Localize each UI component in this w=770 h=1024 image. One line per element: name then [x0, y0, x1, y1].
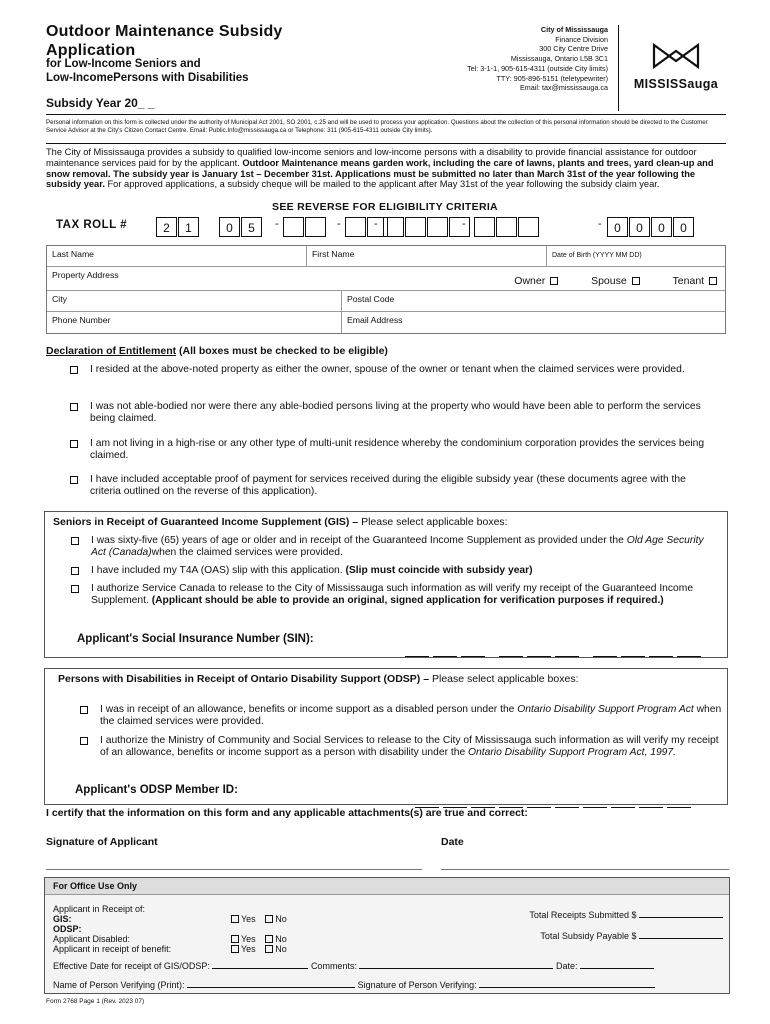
signature-label: Signature of Applicant [46, 836, 158, 848]
phone-field[interactable]: Phone Number [47, 312, 342, 333]
owner-option[interactable] [500, 275, 560, 287]
office-date-input[interactable] [580, 961, 654, 969]
gis-text-1-italic: Old Age Security Act (Canada) [91, 535, 704, 558]
tax-roll-digit-box[interactable]: 0 [607, 217, 628, 237]
address-org: City of Mississauga [540, 25, 608, 34]
gis-yes-label: Yes [241, 914, 256, 924]
gis-yes-checkbox[interactable] [231, 915, 239, 923]
verifier-name-input[interactable] [187, 980, 355, 988]
tax-roll-digit-box[interactable] [283, 217, 304, 237]
gis-heading [53, 516, 508, 528]
certification-statement: I certify that the information on this form and any applicable attachments(s) are true and correct: [46, 807, 528, 819]
spouse-checkbox[interactable] [632, 277, 640, 285]
disabled-yes-checkbox[interactable] [231, 935, 239, 943]
applicant-receipt-label: Applicant in Receipt of: [53, 904, 146, 914]
odsp-text-1b: when the claimed services were provided. [100, 704, 722, 727]
odsp-text-2a: I authorize the Ministry of Community and Social Services to release to the City of Mississauga such information as will verify my receipt of an allowance, benefits or income support as a person with disability under the [100, 735, 719, 758]
office-use-section [44, 877, 730, 994]
gis-no-checkbox[interactable] [265, 915, 273, 923]
address-email: Email: tax@mississauga.ca [520, 83, 608, 93]
applicant-disabled-label: Applicant Disabled: [53, 934, 131, 944]
verifier-name-label: Name of Person Verifying (Print): [53, 980, 185, 990]
total-receipts-input[interactable] [639, 910, 723, 918]
logo-divider [618, 25, 619, 111]
declaration-text-1: I resided at the above-noted property as either the owner, spouse of the owner or tenant when the claimed services were provided. [90, 364, 685, 375]
address-tel: Tel: 3-1-1, 905-615-4311 (outside City limits) [467, 63, 608, 73]
total-receipts-label: Total Receipts Submitted $ [529, 910, 637, 920]
declaration-checkbox-4[interactable] [70, 476, 78, 484]
tax-roll-digit-box[interactable]: 0 [219, 217, 240, 237]
gis-text-2b: (Slip must coincide with subsidy year) [345, 565, 533, 576]
benefit-yes-no [229, 944, 287, 954]
occupancy-options [486, 275, 719, 287]
declaration-item-2 [68, 401, 718, 425]
benefit-no-checkbox[interactable] [265, 945, 273, 953]
owner-checkbox[interactable] [550, 277, 558, 285]
subtitle-line-1: for Low-Income Seniors and [46, 58, 201, 70]
odsp-item-2 [78, 735, 723, 759]
declaration-title-rest: (All boxes must be checked to be eligible) [176, 345, 388, 357]
odsp-section [44, 668, 728, 805]
privacy-rule [46, 143, 726, 144]
property-address-label: Property Address [52, 270, 119, 280]
gis-section [44, 511, 728, 658]
mississauga-logo-icon [652, 43, 700, 69]
title-line-1: Outdoor Maintenance Subsidy [46, 23, 283, 40]
tax-roll-separator: - [598, 218, 602, 230]
disabled-yes-label: Yes [241, 934, 256, 944]
comments-label: Comments: [310, 961, 357, 971]
office-odsp-label: ODSP: [53, 924, 82, 934]
odsp-text-2-italic: Ontario Disability Support Program Act, 1997. [468, 747, 676, 758]
postal-code-field[interactable]: Postal Code [347, 294, 395, 304]
form-subtitle [46, 57, 249, 85]
tax-roll-digit-box[interactable] [474, 217, 495, 237]
city-field[interactable]: City [47, 291, 342, 311]
last-name-field[interactable]: Last Name [47, 246, 307, 266]
spouse-label: Spouse [591, 275, 627, 287]
date-line[interactable] [441, 869, 729, 870]
address-city: Mississauga, Ontario L5B 3C1 [510, 54, 608, 64]
city-address-block [348, 25, 608, 93]
address-tty: TTY: 905-896-5151 (teletypewriter) [496, 73, 608, 83]
tenant-label: Tenant [672, 275, 705, 287]
benefit-yes-label: Yes [241, 944, 256, 954]
first-name-field[interactable]: First Name [307, 246, 547, 266]
benefit-yes-checkbox[interactable] [231, 945, 239, 953]
office-use-header: For Office Use Only [45, 878, 729, 895]
address-division: Finance Division [555, 34, 608, 44]
gis-text-1b: when the claimed services were provided. [151, 547, 343, 558]
tax-roll-separator: - [337, 218, 341, 230]
gis-text-1a: I was sixty-five (65) years of age or older and in receipt of the Guaranteed Income Supplement as provided under the [91, 535, 627, 546]
office-date-label: Date: [555, 961, 578, 971]
gis-heading-normal: Please select applicable boxes: [361, 516, 508, 528]
gis-item-3 [69, 583, 709, 607]
odsp-checkbox-1[interactable] [80, 706, 88, 714]
tenant-checkbox[interactable] [709, 277, 717, 285]
gis-text-2a: I have included my T4A (OAS) slip with this application. [91, 565, 346, 576]
owner-label: Owner [514, 275, 546, 287]
total-payable-input[interactable] [639, 931, 723, 939]
email-field[interactable]: Email Address [347, 315, 403, 325]
declaration-item-3 [68, 438, 718, 462]
gis-heading-bold: Seniors in Receipt of Guaranteed Income Supplement (GIS) – [53, 516, 362, 528]
gis-yes-no [229, 914, 287, 924]
tax-roll-digit-box[interactable]: 0 [673, 217, 694, 237]
declaration-title-underlined: Declaration of Entitlement [46, 345, 177, 357]
tax-roll-digit-box[interactable]: 0 [629, 217, 650, 237]
gis-item-1 [69, 535, 709, 559]
gis-no-label: No [275, 914, 287, 924]
total-payable-row [540, 931, 723, 941]
verifier-signature-input[interactable] [479, 980, 655, 988]
spouse-option[interactable] [577, 275, 642, 287]
gis-text-3a: I authorize Service Canada to release to the City of Mississauga such information as will verify my receipt of the Guaranteed Income Supplement. [91, 583, 694, 606]
odsp-checkbox-2[interactable] [80, 737, 88, 745]
address-street: 300 City Centre Drive [539, 44, 608, 54]
verifier-row [53, 980, 655, 990]
tax-roll-digit-box[interactable]: 1 [178, 217, 199, 237]
tax-roll-digit-box[interactable] [449, 217, 470, 237]
odsp-heading [58, 673, 698, 685]
form-title [46, 22, 283, 60]
tax-roll-separator: - [462, 218, 466, 230]
sin-label: Applicant's Social Insurance Number (SIN): [77, 633, 314, 645]
declaration-title [46, 345, 388, 357]
total-payable-label: Total Subsidy Payable $ [540, 931, 637, 941]
sin-input[interactable] [401, 644, 701, 662]
comments-input[interactable] [359, 961, 553, 969]
effective-date-label: Effective Date for receipt of GIS/ODSP: [53, 961, 210, 971]
title-line-2: Application [46, 42, 136, 59]
benefit-no-label: No [275, 944, 287, 954]
office-gis-label: GIS: [53, 914, 72, 924]
declaration-checkbox-3[interactable] [70, 440, 78, 448]
intro-paragraph [46, 147, 732, 190]
tax-roll-digit-box[interactable] [383, 217, 404, 237]
odsp-text-1a: I was in receipt of an allowance, benefits or income support as a disabled person under the [100, 704, 518, 715]
declaration-item-1 [68, 364, 718, 376]
declaration-checkbox-2[interactable] [70, 403, 78, 411]
declaration-item-4 [68, 474, 718, 498]
odsp-heading-normal: Please select applicable boxes: [431, 673, 579, 685]
tax-roll-digit-box[interactable] [305, 217, 326, 237]
dob-field[interactable]: Date of Birth (YYYY MM DD) [552, 252, 642, 259]
subsidy-year: Subsidy Year 20_ _ [46, 96, 155, 110]
gis-checkbox-2[interactable] [71, 567, 79, 575]
receipt-benefit-label: Applicant in receipt of benefit: [53, 944, 172, 954]
effective-date-row [53, 961, 654, 971]
tax-roll-digit-box[interactable]: 5 [241, 217, 262, 237]
declaration-text-3: I am not living in a high-rise or any other type of multi-unit residence whereby the condominium corporation provides the services being claimed. [90, 438, 705, 461]
disabled-yes-no [229, 934, 287, 944]
intro-part-3: For approved applications, a subsidy cheque will be mailed to the applicant after May 31st of the year following the subsidy claim year. [104, 179, 660, 190]
verifier-signature-label: Signature of Person Verifying: [357, 980, 477, 990]
odsp-heading-bold: Persons with Disabilities in Receipt of Ontario Disability Support (ODSP) – [58, 673, 432, 685]
odsp-member-label: Applicant's ODSP Member ID: [75, 784, 238, 796]
tax-roll-digit-box[interactable] [518, 217, 539, 237]
disabled-no-checkbox[interactable] [265, 935, 273, 943]
disabled-no-label: No [275, 934, 287, 944]
intro-part-1: The City of Mississauga provides a subsidy to qualified low-income seniors and low-income persons with a disability to provide financial assistance for outdoor maintenance services paid for by the applicant. [46, 147, 697, 168]
gis-text-3b: (Applicant should be able to provide an original, signed application for verification purposes if required.) [151, 595, 664, 606]
privacy-notice: Personal information on this form is collected under the authority of Municipal Act 2001, SO 2001, c.25 and will be used to process your application. Questions about the collection of this personal information should be directed to the Customer Service Advisor at the City's Citizen Contact Centre. Email: Public.Info@mississauga.ca or Telephone: 311 (905-615-4311 outside City limits). [46, 119, 708, 134]
odsp-text-1-italic: Ontario Disability Support Program Act [517, 704, 694, 715]
odsp-item-1 [78, 704, 723, 728]
declaration-checkbox-1[interactable] [70, 366, 78, 374]
see-reverse-notice: SEE REVERSE FOR ELIGIBILITY CRITERIA [272, 201, 498, 213]
declaration-text-4: I have included acceptable proof of payment for services received during the eligible subsidy year (these documents agree with the criteria outlined on the reverse of this application). [90, 474, 686, 497]
logo-text: MISSISSauga [633, 77, 719, 91]
tax-roll-label: TAX ROLL # [56, 219, 128, 231]
tenant-option[interactable] [659, 275, 719, 287]
property-address-field[interactable] [47, 267, 725, 290]
tax-roll-digit-box[interactable]: 0 [651, 217, 672, 237]
gis-checkbox-3[interactable] [71, 585, 79, 593]
gis-item-2 [69, 565, 709, 577]
total-receipts-row [529, 910, 723, 920]
tax-roll-digit-box[interactable] [496, 217, 517, 237]
gis-checkbox-1[interactable] [71, 537, 79, 545]
applicant-fields [46, 245, 726, 334]
tax-roll-digit-box[interactable] [427, 217, 448, 237]
tax-roll-digit-box[interactable] [345, 217, 366, 237]
form-footer: Form 2768 Page 1 (Rev. 2023 07) [46, 998, 145, 1005]
tax-roll-separator: - [275, 218, 279, 230]
signature-line[interactable] [46, 869, 422, 870]
declaration-text-2: I was not able-bodied nor were there any able-bodied persons living at the property who would have been able to perform the services being claimed. [90, 401, 701, 424]
subtitle-line-2: Low-IncomePersons with Disabilities [46, 72, 249, 84]
effective-date-input[interactable] [212, 961, 308, 969]
date-label: Date [441, 836, 464, 848]
tax-roll-digit-box[interactable]: 2 [156, 217, 177, 237]
intro-part-2: Outdoor Maintenance means garden work, including the care of lawns, plants and trees, yard clean-up and snow removal. The subsidy year is January 1st – December 31st. Applications must be submitted no later than March 31st of the year following the subsidy year. [46, 157, 714, 190]
tax-roll-separator: - [374, 218, 378, 230]
mississauga-logo [626, 43, 726, 91]
header-rule [46, 114, 726, 115]
tax-roll-digit-box[interactable] [405, 217, 426, 237]
